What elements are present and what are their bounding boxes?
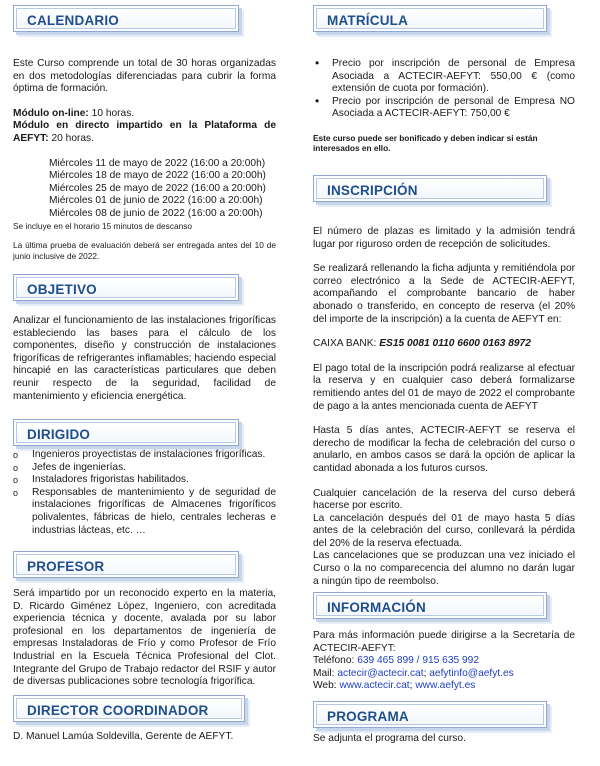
inscripcion-header — [313, 175, 547, 202]
inscripcion-section — [313, 226, 575, 588]
informacion-section — [313, 630, 575, 693]
calendario-section — [13, 58, 276, 261]
dirigido-header — [13, 419, 239, 446]
profesor-text: Será impartido por un reconocido experto en la materia, D. Ricardo Giménez López, Ingeniero, con acreditada experiencia técnica y docente, avalada por su labor profesional en los departamentos de ingeniería de empresas Instaladoras de Frío y como Profesor de Frío Industrial en la Escuela Técnica Profesional del Clot. Integrante del Grupo de Trabajo redactor del RSIF y autor de diversas publicaciones sobre tecnología frigorífica. — [13, 588, 276, 688]
informacion-intro: Para más información puede dirigirse a la Secretaría de ACTECIR-AEFYT: — [313, 630, 575, 654]
inscripcion-p4: Hasta 5 días antes, ACTECIR-AEFYT se reserva el derecho de modificar la fecha de celebración del curso o anularlo, en ambos casos se dará la opción de aplicar la cantidad abonada a los futuros cursos. — [313, 425, 575, 474]
break-note: Se incluye en el horario 15 minutos de descanso — [13, 220, 192, 231]
calendario-intro: Este Curso comprende un total de 30 horas organizadas en dos metodologías diferenciadas para cubrir la forma óptima de formación. — [13, 58, 276, 95]
inscripcion-p3: El pago total de la inscripción podrá realizarse al efectuar la reserva y en cualquier caso deberá formalizarse remitiendo antes del 01 de mayo de 2022 el comprobante de pago a la antes mencionada cuenta de AEFYT — [313, 362, 575, 412]
date-item: Miércoles 11 de mayo de 2022 (16:00 a 20:00h) — [49, 157, 266, 169]
inscripcion-title: INSCRIPCIÓN — [327, 183, 418, 198]
bonificado-note: Este curso puede ser bonificado y deben indicar si están interesados en ello. — [313, 132, 538, 154]
inscripcion-p7: Las cancelaciones que se produzcan una vez iniciado el Curso o la no comparecencia del alumno no darán lugar a ningún tipo de reembolso. — [313, 550, 575, 587]
informacion-title: INFORMACIÓN — [327, 600, 426, 615]
calendario-header — [13, 5, 239, 32]
mail-line: Mail: actecir@actecir.cat; aefytinfo@aefyt.es — [313, 667, 514, 679]
objetivo-text: Analizar el funcionamiento de las instalaciones frigoríficas estableciendo las bases para el cálculo de los componentes, diseño y construcción de instalaciones frigoríficas de refrigerantes inflamables; haciendo especial hincapié en las características particulares que deben reunir respecto de la seguridad, facilidad de mantenimiento y eficiencia energética. — [13, 315, 276, 402]
dirigido-list — [13, 449, 276, 537]
inscripcion-p2: Se realizará rellenando la ficha adjunta y remitiéndola por correo electrónico a la Sede de ACTECIR-AEFYT, acompañando el comprobante bancario de haber abonado o transferido, en concepto de reserva (el 20% del importe de la inscripción) a la cuenta de AEFYT en: — [313, 263, 575, 325]
programa-title: PROGRAMA — [327, 709, 409, 724]
web-line: Web: www.actecir.cat; www.aefyt.es — [313, 680, 476, 692]
mail-link-actecir[interactable]: actecir@actecir.cat — [337, 667, 424, 679]
date-item: Miércoles 25 de mayo de 2022 (16:00 a 20:00h) — [49, 182, 266, 194]
profesor-title: PROFESOR — [27, 559, 105, 574]
matricula-list — [313, 58, 575, 121]
inscripcion-p5: Cualquier cancelación de la reserva del curso deberá hacerse por escrito. — [313, 487, 575, 512]
director-title: DIRECTOR COORDINADOR — [27, 703, 209, 718]
list-item: o Responsables de mantenimiento y de seguridad de instalaciones frigoríficas de Almacenes frigoríficos polivalentes, fábricas de hielo, centrales lecheras e industrias lácteas, etc. … — [13, 487, 276, 537]
direct-module: Módulo en directo impartido en la Plataforma de AEFYT: 20 horas. — [13, 120, 276, 144]
matricula-header — [313, 5, 547, 32]
web-link-aefyt[interactable]: www.aefyt.es — [415, 680, 476, 692]
date-item: Miércoles 01 de junio de 2022 (16:00 a 20:00h) — [49, 195, 263, 207]
dirigido-section — [13, 449, 276, 537]
matricula-section — [313, 58, 575, 154]
director-header — [13, 695, 245, 722]
inscripcion-p1: El número de plazas es limitado y la admisión tendrá lugar por riguroso orden de recepción de solicitudes. — [313, 226, 575, 250]
programa-header — [313, 701, 547, 728]
mail-link-aefyt[interactable]: aefytinfo@aefyt.es — [429, 667, 514, 679]
price-item: • Precio por inscripción de personal de Empresa Asociada a ACTECIR-AEFYT: 550,00 € (como extensión de cuota por formación). — [313, 58, 575, 96]
eval-note: La última prueba de evaluación deberá ser entregada antes del 10 de junio inclusive de 2022. — [13, 240, 276, 261]
price-item: • Precio por inscripción de personal de Empresa NO Asociada a ACTECIR-AEFYT: 750,00 € — [313, 96, 575, 121]
list-item: o Jefes de ingenierías. — [13, 462, 276, 475]
matricula-title: MATRÍCULA — [327, 13, 409, 28]
inscripcion-p6: La cancelación después del 01 de mayo hasta 5 días antes de la celebración del curso, conllevará la pérdida del 20% de la reserva efectuada. — [313, 512, 575, 549]
programa-text: Se adjunta el programa del curso. — [313, 733, 466, 744]
online-module: Módulo on-line: 10 horas. — [13, 107, 135, 119]
director-text: D. Manuel Lamúa Soldevilla, Gerente de AEFYT. — [13, 731, 234, 742]
list-item: o Ingenieros proyectistas de instalaciones frigoríficas. — [13, 449, 276, 462]
date-list — [13, 158, 276, 221]
objetivo-title: OBJETIVO — [27, 282, 97, 297]
web-link-actecir[interactable]: www.actecir.cat — [339, 680, 410, 692]
dirigido-title: DIRIGIDO — [27, 427, 91, 442]
informacion-header — [313, 592, 547, 619]
phone-line: Teléfono: 639 465 899 / 915 635 992 — [313, 655, 479, 667]
calendario-title: CALENDARIO — [27, 13, 119, 28]
date-item: Miércoles 18 de mayo de 2022 (16:00 a 20:00h) — [49, 170, 266, 182]
list-item: o Instaladores frigoristas habilitados. — [13, 474, 276, 487]
bank-account: CAIXA BANK: ES15 0081 0110 6600 0163 8972 — [313, 338, 531, 350]
profesor-header — [13, 551, 239, 578]
objetivo-header — [13, 274, 239, 301]
date-item: Miércoles 08 de junio de 2022 (16:00 a 20:00h) — [49, 207, 263, 219]
phone-link[interactable]: 639 465 899 / 915 635 992 — [357, 655, 479, 667]
